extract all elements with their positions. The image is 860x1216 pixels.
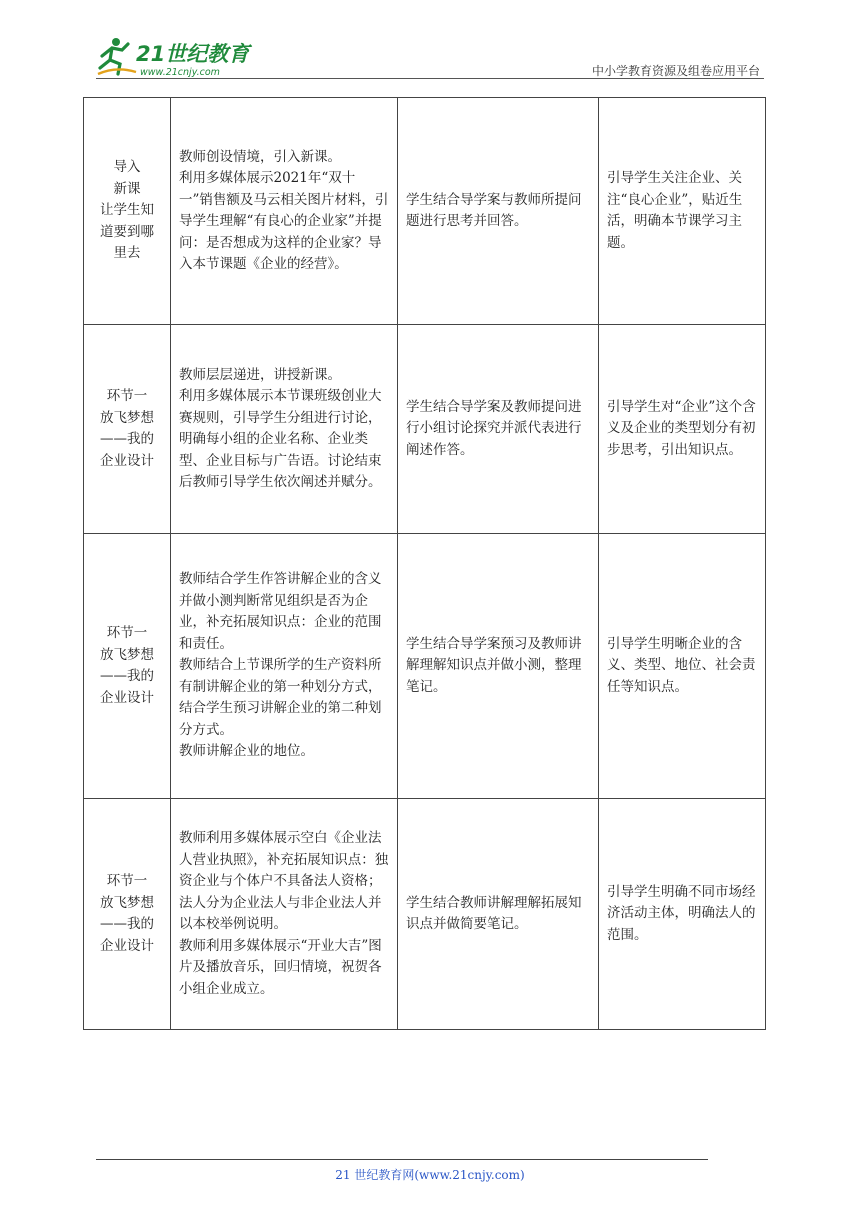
- student-activity-cell: 学生结合教师讲解理解拓展知识点并做简要笔记。: [398, 799, 599, 1030]
- stage-cell: 环节一 放飞梦想 ——我的 企业设计: [84, 325, 171, 534]
- footer-link[interactable]: 21 世纪教育网(www.21cnjy.com): [335, 1168, 525, 1182]
- svg-text:www.21cnjy.com: www.21cnjy.com: [140, 67, 220, 78]
- teacher-activity-cell: 教师创设情境，引入新课。 利用多媒体展示2021年“双十一”销售额及马云相关图片材料，引导学生理解“有良心的企业家”并提问：是否想成为这样的企业家？导入本节课题《企业的经营》。: [171, 98, 398, 325]
- teacher-activity-cell: 教师层层递进，讲授新课。 利用多媒体展示本节课班级创业大赛规则，引导学生分组进行讨论，明确每小组的企业名称、企业类型、企业目标与广告语。讨论结束后教师引导学生依次阐述并赋分。: [171, 325, 398, 534]
- page-header: [96, 32, 764, 80]
- design-intent-cell: 引导学生对“企业”这个含义及企业的类型划分有初步思考，引出知识点。: [599, 325, 766, 534]
- stage-cell: 环节一 放飞梦想 ——我的 企业设计: [84, 534, 171, 799]
- student-activity-cell: 学生结合导学案及教师提问进行小组讨论探究并派代表进行阐述作答。: [398, 325, 599, 534]
- stage-cell: 导入 新课 让学生知 道要到哪 里去: [84, 98, 171, 325]
- teacher-activity-cell: 教师结合学生作答讲解企业的含义并做小测判断常见组织是否为企业，补充拓展知识点：企业的范围和责任。 教师结合上节课所学的生产资料所有制讲解企业的第一种划分方式，结合学生预习讲解企业的第二种划分方式。 教师讲解企业的地位。: [171, 534, 398, 799]
- design-intent-cell: 引导学生明晰企业的含义、类型、地位、社会责任等知识点。: [599, 534, 766, 799]
- teacher-activity-cell: 教师利用多媒体展示空白《企业法人营业执照》，补充拓展知识点：独资企业与个体户不具备法人资格；法人分为企业法人与非企业法人并以本校举例说明。 教师利用多媒体展示“开业大吉”图片及播放音乐，回归情境，祝贺各小组企业成立。: [171, 799, 398, 1030]
- platform-name: 中小学教育资源及组卷应用平台: [591, 64, 760, 78]
- table-row: [84, 325, 766, 534]
- footer-divider: [96, 1159, 708, 1160]
- header-divider: [96, 78, 764, 79]
- lesson-plan-table: [83, 97, 766, 1030]
- table-row: [84, 534, 766, 799]
- table-row: [84, 98, 766, 325]
- logo-21cnjy: [96, 34, 266, 78]
- student-activity-cell: 学生结合导学案预习及教师讲解理解知识点并做小测，整理笔记。: [398, 534, 599, 799]
- design-intent-cell: 引导学生关注企业、关注“良心企业”，贴近生活，明确本节课学习主题。: [599, 98, 766, 325]
- student-activity-cell: 学生结合导学案与教师所提问题进行思考并回答。: [398, 98, 599, 325]
- table-row: [84, 799, 766, 1030]
- design-intent-cell: 引导学生明确不同市场经济活动主体，明确法人的范围。: [599, 799, 766, 1030]
- svg-text:21世纪教育: 21世纪教育: [136, 42, 250, 66]
- stage-cell: 环节一 放飞梦想 ——我的 企业设计: [84, 799, 171, 1030]
